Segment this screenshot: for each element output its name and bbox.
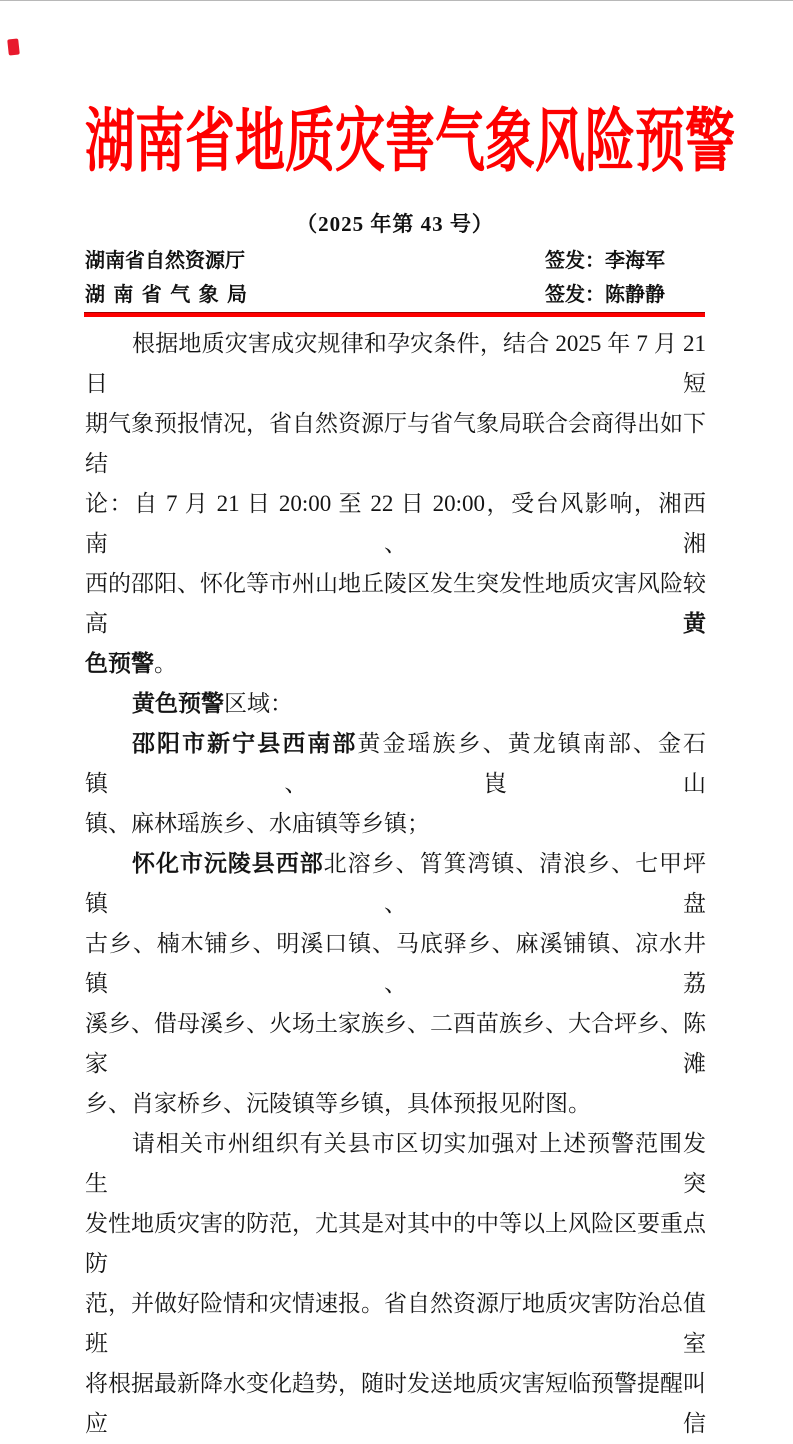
body-line [85, 644, 706, 684]
bold-text-segment: 黄色预警 [132, 691, 224, 716]
text-segment: 古乡、楠木铺乡、明溪口镇、马底驿乡、麻溪铺镇、凉水井镇、荔 [85, 931, 706, 996]
document-body [85, 324, 706, 1444]
text-segment: 溪乡、借母溪乡、火场土家族乡、二酉苗族乡、大合坪乡、陈家滩 [85, 1011, 706, 1076]
issuing-org-meteorological: 湖南省气象局 [85, 284, 247, 306]
body-line [85, 804, 706, 844]
text-segment: 期气象预报情况，省自然资源厅与省气象局联合会商得出如下结 [85, 411, 706, 476]
text-segment: 镇、麻林瑶族乡、水庙镇等乡镇； [85, 811, 430, 836]
text-segment: 范，并做好险情和灾情速报。省自然资源厅地质灾害防治总值班室 [85, 1291, 706, 1356]
text-segment: 西的邵阳、怀化等市州山地丘陵区发生突发性地质灾害风险较高 [85, 571, 706, 636]
body-line [85, 1124, 706, 1204]
text-segment: 区域： [224, 691, 293, 716]
header-row-2 [85, 278, 705, 307]
body-line [85, 844, 706, 924]
bold-text-segment: 邵阳市新宁县西南部 [132, 731, 358, 756]
text-segment: 请相关市州组织有关县市区切实加强对上述预警范围发生突 [85, 1131, 706, 1196]
document-title: 湖南省地质灾害气象风险预警 [85, 102, 735, 180]
signer-1: 签发：李海军 [545, 250, 665, 272]
text-segment: 。 [154, 651, 177, 676]
body-line [85, 1004, 706, 1084]
text-segment: 北溶乡、筲箕湾镇、清浪乡、七甲坪镇、盘 [85, 851, 707, 916]
body-line [85, 1364, 706, 1444]
red-stamp-artifact [7, 38, 20, 55]
body-line [85, 1284, 706, 1364]
text-segment: 根据地质灾害成灾规律和孕灾条件，结合 2025 年 7 月 21 日短 [85, 331, 707, 396]
text-segment: 论：自 7 月 21 日 20:00 至 22 日 20:00，受台风影响，湘西南、湘 [85, 491, 706, 556]
body-line [85, 484, 706, 564]
signer-2: 签发：陈静静 [545, 284, 665, 306]
body-line [85, 404, 706, 484]
body-line [85, 724, 706, 804]
text-segment: 黄金瑶族乡、黄龙镇南部、金石镇、崀山 [85, 731, 707, 796]
body-line [85, 324, 706, 404]
text-segment: 发性地质灾害的防范，尤其是对其中的中等以上风险区要重点防 [85, 1211, 706, 1276]
body-line [85, 564, 706, 644]
text-segment: 将根据最新降水变化趋势，随时发送地质灾害短临预警提醒叫应信 [85, 1371, 706, 1436]
body-line [85, 1084, 706, 1124]
body-line [85, 1204, 706, 1284]
bold-text-segment: 怀化市沅陵县西部 [132, 851, 324, 876]
body-line [85, 924, 706, 1004]
red-divider-line [84, 312, 705, 317]
issuing-org-natural-resources: 湖南省自然资源厅 [85, 250, 245, 272]
bold-text-segment: 黄 [683, 611, 706, 636]
issue-number: （2025 年第 43 号） [296, 212, 494, 236]
header-row-1 [85, 244, 705, 273]
bold-text-segment: 色预警 [85, 651, 154, 676]
text-segment: 乡、肖家桥乡、沅陵镇等乡镇，具体预报见附图。 [85, 1091, 591, 1116]
body-line [85, 684, 706, 724]
